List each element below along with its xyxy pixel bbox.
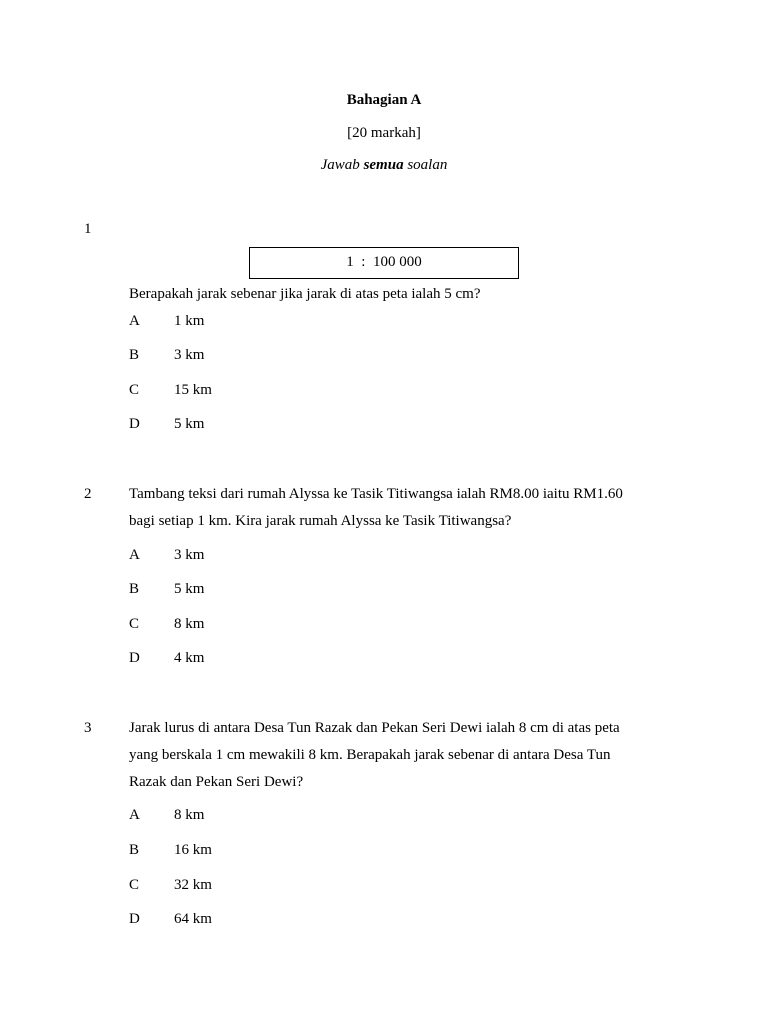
option-letter: A [129, 547, 140, 563]
option-value: 5 km [174, 581, 205, 597]
option-letter: B [129, 347, 140, 363]
question-number: 2 [84, 486, 92, 502]
option-letter: B [129, 581, 140, 597]
option-value: 15 km [174, 382, 212, 398]
question-text-line: Berapakah jarak sebenar jika jarak di atas peta ialah 5 cm? [129, 286, 481, 302]
marks-label: [20 markah] [347, 125, 421, 141]
option-value: 16 km [174, 842, 212, 858]
question-number: 3 [84, 720, 92, 736]
option-value: 5 km [174, 416, 205, 432]
option-value: 8 km [174, 616, 205, 632]
question-text-line: bagi setiap 1 km. Kira jarak rumah Alyssa ke Tasik Titiwangsa? [129, 513, 512, 529]
option-letter: B [129, 842, 140, 858]
question-text-line: yang berskala 1 cm mewakili 8 km. Berapakah jarak sebenar di antara Desa Tun [129, 747, 611, 763]
question-text-line: Tambang teksi dari rumah Alyssa ke Tasik Titiwangsa ialah RM8.00 iaitu RM1.60 [129, 486, 623, 502]
option-letter: C [129, 382, 140, 398]
instruction-post: soalan [407, 157, 448, 173]
option-value: 8 km [174, 807, 205, 823]
option-letter: D [129, 416, 140, 432]
instruction-pre: Jawab [320, 157, 360, 173]
option-letter: C [129, 616, 140, 632]
option-value: 3 km [174, 547, 205, 563]
question-number: 1 [84, 221, 92, 237]
option-letter: D [129, 650, 140, 666]
instruction-bold: semua [363, 157, 404, 173]
instruction-line [0, 157, 768, 174]
option-value: 3 km [174, 347, 205, 363]
option-value: 4 km [174, 650, 205, 666]
option-letter: A [129, 807, 140, 823]
question-text-line: Jarak lurus di antara Desa Tun Razak dan Pekan Seri Dewi ialah 8 cm di atas peta [129, 720, 620, 736]
option-value: 1 km [174, 313, 205, 329]
map-scale-box [249, 247, 519, 279]
option-letter: C [129, 877, 140, 893]
option-value: 32 km [174, 877, 212, 893]
option-letter: D [129, 911, 140, 927]
section-title: Bahagian A [346, 92, 422, 108]
question-text-line: Razak dan Pekan Seri Dewi? [129, 774, 304, 790]
option-value: 64 km [174, 911, 212, 927]
map-scale: 1 : 100 000 [346, 254, 422, 270]
option-letter: A [129, 313, 140, 329]
